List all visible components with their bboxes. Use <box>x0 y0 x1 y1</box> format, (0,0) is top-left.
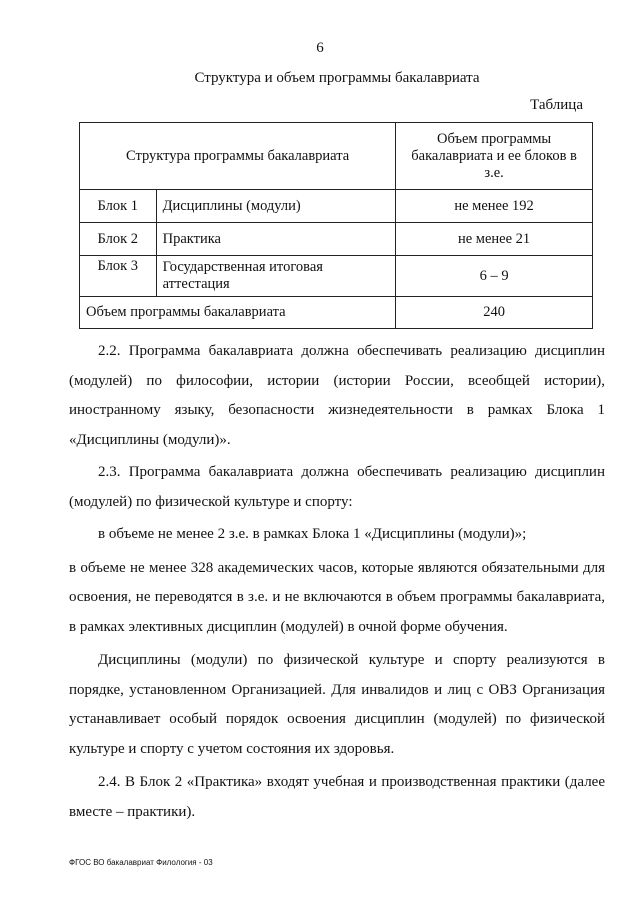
table-header-row <box>80 123 593 190</box>
table-total-row <box>80 297 593 329</box>
block-name: Практика <box>156 223 396 256</box>
total-label: Объем программы бакалавриата <box>80 297 396 329</box>
block-volume: не менее 192 <box>396 190 593 223</box>
block-number: Блок 1 <box>80 190 157 223</box>
paragraph-2-2: 2.2. Программа бакалавриата должна обеспечивать реализацию дисциплин (модулей) по философии, истории (истории России, всеобщей истории), иностранному языку, безопасности жизнедеятельности в рамках Блока 1 «Дисциплины (модули)». <box>69 343 605 448</box>
table-row <box>80 190 593 223</box>
header-volume: Объем программы бакалавриата и ее блоков в з.е. <box>396 123 593 190</box>
body-text <box>69 337 605 827</box>
paragraph-2-4: 2.4. В Блок 2 «Практика» входят учебная и производственная практики (далее вместе – практики). <box>69 774 605 820</box>
footer-note: ФГОС ВО бакалавриат Филология - 03 <box>69 858 213 867</box>
block-volume: 6 – 9 <box>396 256 593 297</box>
table-caption: Таблица <box>530 97 583 113</box>
table-row <box>80 223 593 256</box>
block-name: Дисциплины (модули) <box>156 190 396 223</box>
table-row <box>80 256 593 297</box>
block-volume: не менее 21 <box>396 223 593 256</box>
paragraph-pe-disciplines: Дисциплины (модули) по физической культуре и спорту реализуются в порядке, установленном Организацией. Для инвалидов и лиц с ОВЗ Организация устанавливает особый порядок освоения дисциплин (модулей) по физической культуре и спорту с учетом состояния их здоровья. <box>69 652 605 757</box>
page-number: 6 <box>316 40 324 56</box>
block-name: Государственная итоговая аттестация <box>156 256 396 297</box>
program-structure-table <box>79 122 593 329</box>
block-number: Блок 2 <box>80 223 157 256</box>
block-number: Блок 3 <box>80 256 157 297</box>
total-value: 240 <box>396 297 593 329</box>
paragraph-hours: в объеме не менее 328 академических часов, которые являются обязательными для освоения, не переводятся в з.е. и не включаются в объем программы бакалавриата, в рамках элективных дисциплин (модулей) в очной форме обучения. <box>69 559 605 635</box>
paragraph-credits: в объеме не менее 2 з.е. в рамках Блока 1 «Дисциплины (модули)»; <box>98 526 527 542</box>
header-structure: Структура программы бакалавриата <box>80 123 396 190</box>
paragraph-2-3: 2.3. Программа бакалавриата должна обеспечивать реализацию дисциплин (модулей) по физической культуре и спорту: <box>69 464 605 510</box>
document-title: Структура и объем программы бакалавриата <box>194 70 480 86</box>
